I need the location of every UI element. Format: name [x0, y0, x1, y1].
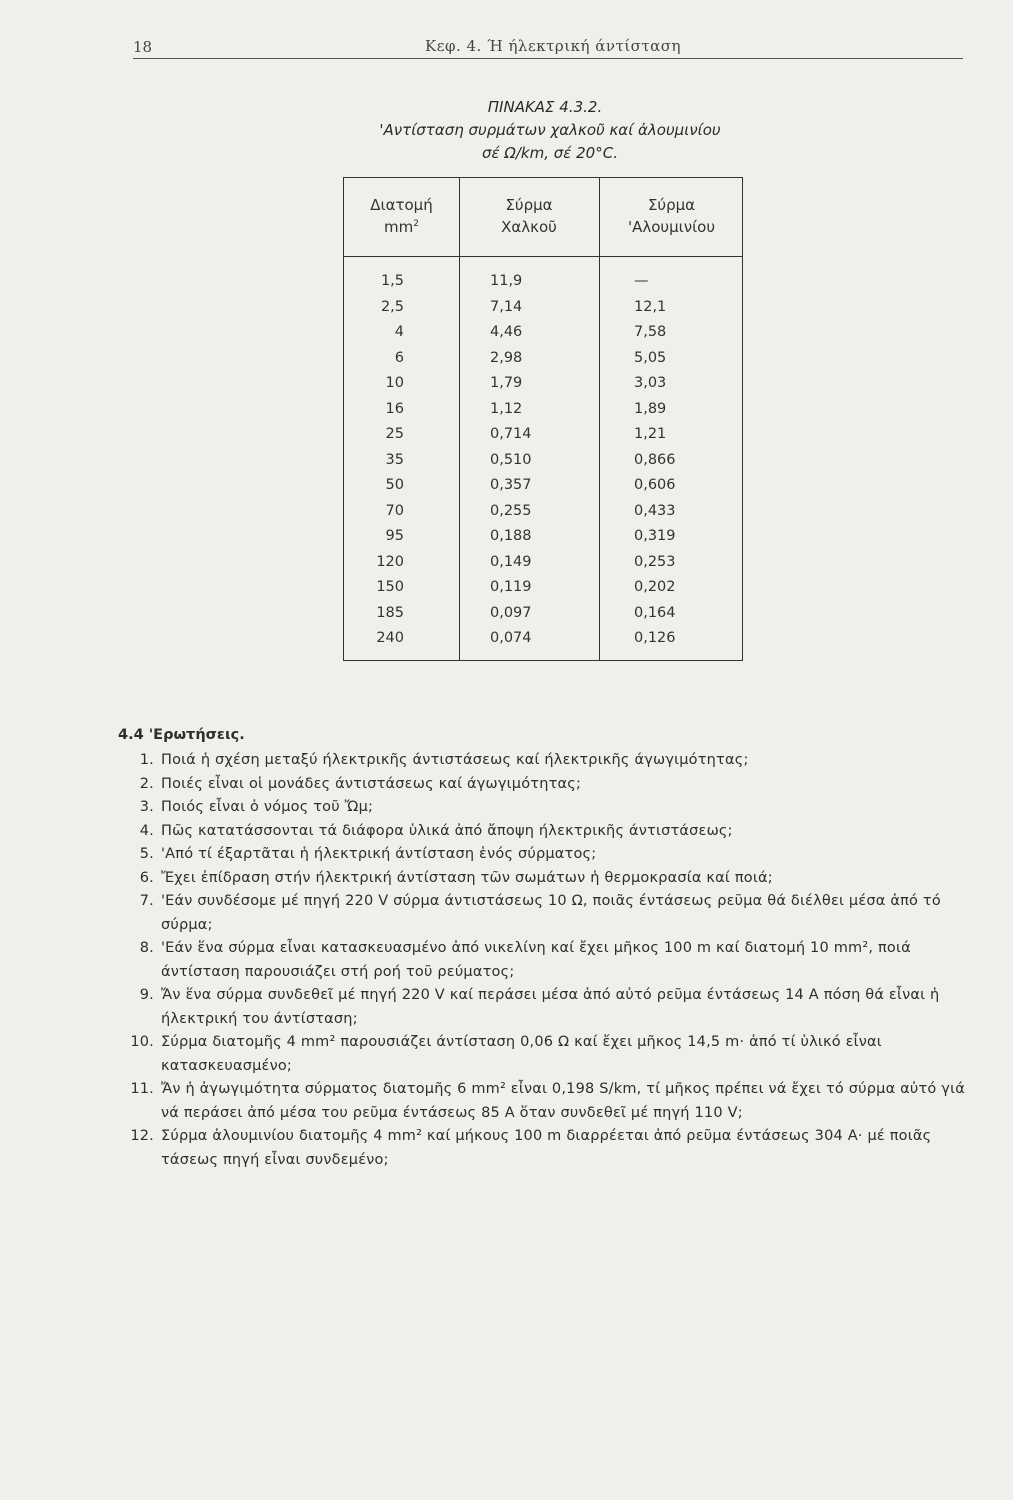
cell-aluminium: 12,1: [634, 298, 667, 315]
table-row: [344, 348, 742, 374]
cell-copper: 2,98: [490, 349, 523, 366]
cell-copper: 11,9: [490, 273, 523, 289]
table-row: [344, 475, 742, 501]
cell-aluminium: 0,126: [634, 630, 676, 646]
question-number: 11.: [130, 1081, 154, 1097]
cell-cross-section: 10: [385, 375, 404, 391]
cell-cross-section: 1,5: [380, 273, 404, 289]
question-text: 'Από τί έξαρτᾶται ἡ ήλεκτρική άντίσταση ἑνός σύρματος;: [161, 846, 597, 862]
col-header-line: Διατομή: [370, 196, 433, 214]
question-text: Πῶς κατατάσσονται τά διάφορα ὑλικά ἀπό ἄποψη ήλεκτρικῆς άντιστάσεως;: [161, 822, 733, 839]
table-row: [344, 271, 742, 297]
question-item: [118, 1125, 984, 1172]
table-row: [344, 628, 742, 654]
header-rule: [133, 58, 963, 59]
cell-cross-section: 95: [385, 528, 404, 544]
cell-copper: 4,46: [490, 324, 523, 340]
cell-aluminium: 0,202: [634, 579, 676, 595]
table-row: [344, 297, 742, 323]
question-number: 7.: [139, 893, 154, 909]
cell-cross-section: 6: [394, 349, 404, 366]
cell-aluminium: 1,21: [634, 426, 667, 442]
cell-aluminium: 0,606: [634, 477, 676, 493]
question-text: Ποιές εἶναι οἱ μονάδες άντιστάσεως καί άγωγιμότητας;: [161, 775, 582, 792]
header-separator: [344, 256, 742, 257]
table-row: [344, 577, 742, 603]
cell-cross-section: 185: [376, 604, 404, 621]
cell-cross-section: 50: [385, 477, 404, 493]
question-item: [118, 796, 984, 820]
questions-section: [118, 727, 984, 1172]
question-text: Σύρμα διατομῆς 4 mm² παρουσιάζει άντίσταση 0,06 Ω καί ἔχει μῆκος 14,5 m· ἀπό τί ὑλικό εἶναι κατασκευασμένο;: [161, 1034, 882, 1074]
question-item: [118, 1031, 984, 1078]
col-header-cross-section: [344, 194, 459, 238]
cell-aluminium: 5,05: [634, 349, 667, 366]
question-number: 6.: [139, 869, 154, 886]
col-header-line: Χαλκοῦ: [501, 218, 557, 236]
table-row: [344, 552, 742, 578]
cell-copper: 0,119: [490, 579, 532, 595]
col-header-unit: mm: [384, 218, 414, 236]
col-header-line: 'Αλουμινίου: [627, 218, 716, 236]
question-text: Ποιός εἶναι ὁ νόμος τοῦ Ὤμ;: [161, 799, 374, 815]
cell-cross-section: 35: [385, 451, 404, 468]
question-number: 12.: [130, 1128, 154, 1144]
cell-aluminium: 0,319: [634, 528, 676, 544]
question-item: [118, 1078, 984, 1125]
question-number: 8.: [139, 940, 154, 956]
table-row: [344, 399, 742, 425]
cell-aluminium: 0,866: [634, 451, 676, 468]
question-number: 10.: [130, 1034, 154, 1050]
questions-list: [118, 749, 984, 1172]
question-number: 4.: [139, 822, 154, 839]
table-body: [344, 271, 742, 654]
question-text: Ἄν ἡ ἀγωγιμότητα σύρματος διατομῆς 6 mm² εἶναι 0,198 S/km, τί μῆκος πρέπει νά ἔχει τό σύρμα αὐτό γιά νά περάσει ἀπό μέσα του ρεῦμα έντάσεως 85 A ὅταν συνδεθεῖ μέ πηγή 110 V;: [161, 1081, 965, 1121]
table-row: [344, 373, 742, 399]
col-header-copper: [459, 194, 599, 238]
cell-copper: 0,510: [490, 451, 532, 468]
cell-copper: 0,074: [490, 630, 532, 646]
cell-cross-section: 240: [376, 630, 404, 646]
running-head: Κεφ. 4. Ή ήλεκτρική άντίσταση: [425, 37, 682, 55]
cell-aluminium: 0,164: [634, 604, 676, 621]
cell-copper: 1,12: [490, 400, 523, 417]
cell-copper: 7,14: [490, 298, 523, 315]
table-caption: [360, 96, 740, 165]
question-item: [118, 937, 984, 984]
table-caption-line-2: σέ Ω/km, σέ 20°C.: [482, 144, 618, 162]
cell-cross-section: 25: [385, 426, 404, 442]
cell-aluminium: 3,03: [634, 375, 667, 391]
col-header-aluminium: [599, 194, 744, 238]
question-item: [118, 867, 984, 891]
question-text: Ἄν ἕνα σύρμα συνδεθεῖ μέ πηγή 220 V καί περάσει μέσα ἀπό αὐτό ρεῦμα έντάσεως 14 A πόση θά εἶναι ἡ ήλεκτρική του άντίσταση;: [161, 987, 940, 1027]
question-item: [118, 890, 984, 937]
question-number: 9.: [139, 987, 154, 1003]
question-text: Ἔχει ἐπίδραση στήν ήλεκτρική άντίσταση τῶν σωμάτων ἡ θερμοκρασία καί ποιά;: [161, 869, 773, 886]
table-row: [344, 424, 742, 450]
question-item: [118, 820, 984, 844]
table-row: [344, 450, 742, 476]
col-header-line: Σύρμα: [647, 196, 696, 214]
cell-cross-section: 150: [376, 579, 404, 595]
question-number: 1.: [139, 752, 154, 768]
cell-copper: 0,149: [490, 553, 532, 570]
cell-aluminium: 1,89: [634, 400, 667, 417]
cell-aluminium: —: [634, 273, 649, 289]
table-caption-line-1: 'Αντίσταση συρμάτων χαλκοῦ καί ἀλουμινίου: [379, 121, 721, 139]
cell-aluminium: 0,433: [634, 502, 676, 519]
cell-copper: 1,79: [490, 375, 523, 391]
table-row: [344, 526, 742, 552]
resistance-table: [343, 177, 743, 661]
question-number: 3.: [139, 799, 154, 815]
questions-heading: 4.4 'Ερωτήσεις.: [118, 727, 245, 743]
question-item: [118, 773, 984, 797]
page-number: 18: [133, 38, 153, 56]
table-row: [344, 322, 742, 348]
cell-copper: 0,188: [490, 528, 532, 544]
question-text: 'Εάν ἕνα σύρμα εἶναι κατασκευασμένο ἀπό νικελίνη καί ἔχει μῆκος 100 m καί διατομή 10 mm², ποιά άντίσταση παρουσιάζει στή ροή τοῦ ρεύματος;: [161, 940, 911, 980]
question-text: Ποιά ἡ σχέση μεταξύ ήλεκτρικῆς άντιστάσεως καί ήλεκτρικῆς άγωγιμότητας;: [161, 752, 749, 768]
cell-cross-section: 16: [385, 400, 404, 417]
question-item: [118, 749, 984, 773]
cell-copper: 0,255: [490, 502, 532, 519]
cell-copper: 0,357: [490, 477, 532, 493]
cell-cross-section: 70: [385, 502, 404, 519]
table-row: [344, 603, 742, 629]
cell-copper: 0,714: [490, 426, 532, 442]
question-text: Σύρμα ἀλουμινίου διατομῆς 4 mm² καί μήκους 100 m διαρρέεται ἀπό ρεῦμα έντάσεως 304 A· μέ ποιᾶς τάσεως πηγή εἶναι συνδεμένο;: [161, 1128, 932, 1168]
cell-aluminium: 7,58: [634, 324, 667, 340]
cell-cross-section: 4: [394, 324, 404, 340]
cell-copper: 0,097: [490, 604, 532, 621]
question-item: [118, 843, 984, 867]
col-header-line: Σύρμα: [505, 196, 553, 214]
table-caption-title: ΠΙΝΑΚΑΣ 4.3.2.: [487, 98, 603, 116]
question-text: 'Εάν συνδέσομε μέ πηγή 220 V σύρμα άντιστάσεως 10 Ω, ποιᾶς έντάσεως ρεῦμα θά διέλθει μέσα ἀπό τό σύρμα;: [161, 893, 941, 933]
cell-cross-section: 2,5: [380, 298, 404, 315]
question-item: [118, 984, 984, 1031]
cell-cross-section: 120: [376, 553, 404, 570]
col-header-unit-sup: 2: [413, 219, 419, 229]
question-number: 5.: [139, 846, 154, 862]
cell-aluminium: 0,253: [634, 553, 676, 570]
table-row: [344, 501, 742, 527]
question-number: 2.: [139, 775, 154, 792]
